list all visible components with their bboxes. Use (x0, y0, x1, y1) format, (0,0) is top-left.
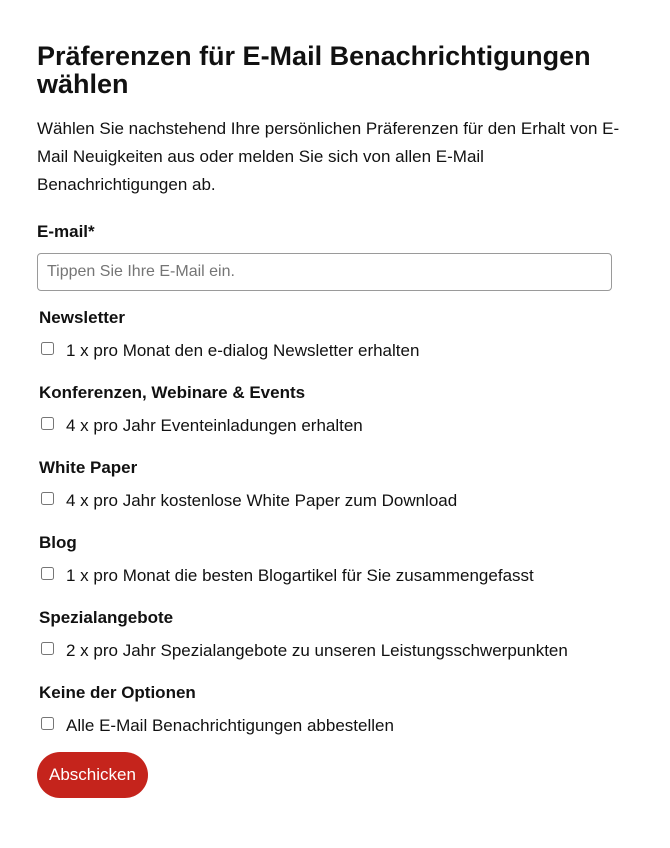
preference-groups (37, 308, 633, 758)
email-field[interactable] (37, 253, 612, 291)
group-heading: Keine der Optionen (39, 683, 196, 702)
option-special-offers[interactable] (39, 641, 633, 661)
group-heading: Newsletter (39, 308, 125, 327)
option-newsletter[interactable] (39, 341, 633, 361)
group-events (39, 383, 633, 458)
unsubscribe-all-checkbox[interactable] (41, 717, 54, 730)
group-blog (39, 533, 633, 608)
option-label: 1 x pro Monat den e-dialog Newsletter erhalten (66, 341, 420, 360)
white-paper-checkbox[interactable] (41, 492, 54, 505)
group-heading: Blog (39, 533, 77, 552)
blog-checkbox[interactable] (41, 567, 54, 580)
group-heading: Konferenzen, Webinare & Events (39, 383, 306, 402)
events-checkbox[interactable] (41, 417, 54, 430)
group-white-paper (39, 458, 633, 533)
option-label: 4 x pro Jahr kostenlose White Paper zum Download (66, 491, 458, 510)
group-none (39, 683, 633, 758)
group-heading: White Paper (39, 458, 138, 477)
submit-button[interactable]: Abschicken (37, 752, 148, 798)
group-heading: Spezialangebote (39, 608, 174, 627)
option-events[interactable] (39, 416, 633, 436)
special-offers-checkbox[interactable] (41, 642, 54, 655)
option-blog[interactable] (39, 566, 633, 586)
newsletter-checkbox[interactable] (41, 342, 54, 355)
page-title: Präferenzen für E-Mail Benachrichtigungen wählen (37, 41, 591, 99)
intro-text: Wählen Sie nachstehend Ihre persönlichen Präferenzen für den Erhalt von E-Mail Neuigkeiten aus oder melden Sie sich von allen E-Mail Benachrichtigungen ab. (37, 119, 620, 194)
option-label: 1 x pro Monat die besten Blogartikel für Sie zusammengefasst (66, 566, 534, 585)
option-unsubscribe-all[interactable] (39, 716, 633, 736)
option-label: Alle E-Mail Benachrichtigungen abbestellen (66, 716, 394, 735)
email-label: E-mail* (37, 222, 95, 241)
group-newsletter (39, 308, 633, 383)
option-white-paper[interactable] (39, 491, 633, 511)
group-special-offers (39, 608, 633, 683)
option-label: 2 x pro Jahr Spezialangebote zu unseren Leistungsschwerpunkten (66, 641, 568, 660)
option-label: 4 x pro Jahr Eventeinladungen erhalten (66, 416, 363, 435)
